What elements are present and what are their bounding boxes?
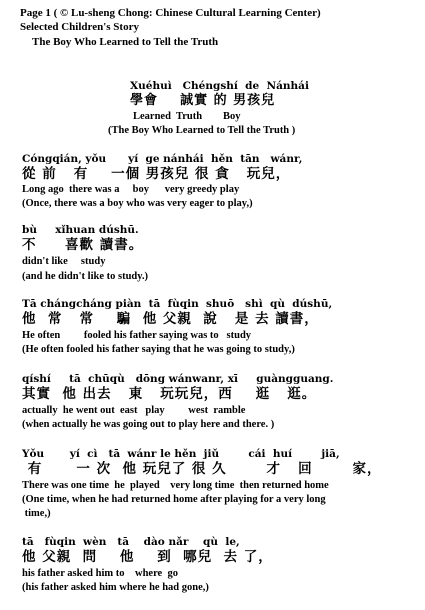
gloss-line: didn't like study [22, 256, 106, 267]
title-pinyin: Xuéhuì Chéngshí de Nánhái [130, 80, 309, 92]
pinyin-line: tā fùqin wèn tā dào nǎr qù le, [22, 536, 240, 548]
pinyin-line: Yǒu yí cì tā wánr le hěn jiǔ cái huí jiā, [22, 448, 340, 460]
pinyin-line: bù xǐhuan dúshū. [22, 224, 139, 236]
translation-line-continued: time,) [22, 508, 51, 519]
translation-line: (He often fooled his father saying that he was going to study,) [22, 344, 295, 355]
translation-line: (Once, there was a boy who was very eager to play,) [22, 198, 253, 209]
gloss-line: his father asked him to where go [22, 568, 178, 579]
title-chinese: 學會 誠實 的 男孩兒 [130, 93, 276, 108]
gloss-line: Long ago there was a boy very greedy play [22, 184, 240, 195]
pinyin-line: qíshí tā chūqù dōng wánwanr, xī guàngguang. [22, 373, 334, 385]
pinyin-line: Tā chángcháng piàn tā fùqin shuō shì qù dúshū, [22, 298, 333, 310]
gloss-line: He often fooled his father saying was to study [22, 330, 252, 341]
gloss-line: There was one time he played very long time then returned home [22, 480, 329, 491]
translation-line: (when actually he was going out to play here and there. ) [22, 419, 275, 430]
title-gloss: Learned Truth Boy [133, 111, 241, 122]
chinese-line: 有 一 次 他 玩兒了 很 久 才 回 家， [22, 461, 382, 477]
header-category: Selected Children's Story [20, 21, 139, 33]
chinese-line: 他 常 常 騙 他 父親 說 是 去 讀書， [22, 311, 319, 327]
chinese-line: 他 父親 問 他 到 哪兒 去 了， [22, 549, 273, 565]
translation-line: (his father asked him where he had gone,) [22, 582, 209, 593]
chinese-line: 從 前 有 一個 男孩兒 很 貪 玩兒， [22, 166, 291, 182]
header-story-title: The Boy Who Learned to Tell the Truth [32, 36, 219, 48]
chinese-line: 不 喜歡 讀書。 [22, 237, 144, 253]
page-header-line: Page 1 ( © Lu-sheng Chong: Chinese Cultural Learning Center) [20, 7, 321, 19]
gloss-line: actually he went out east play west ramble [22, 405, 246, 416]
translation-line: (One time, when he had returned home after playing for a very long [22, 494, 326, 505]
translation-line: (and he didn't like to study.) [22, 271, 149, 282]
chinese-line: 其實 他 出去 東 玩玩兒，西 逛 逛。 [22, 386, 317, 402]
title-translation: (The Boy Who Learned to Tell the Truth ) [108, 125, 296, 136]
pinyin-line: Cóngqián, yǒu yí ge nánhái hěn tān wánr, [22, 153, 303, 165]
